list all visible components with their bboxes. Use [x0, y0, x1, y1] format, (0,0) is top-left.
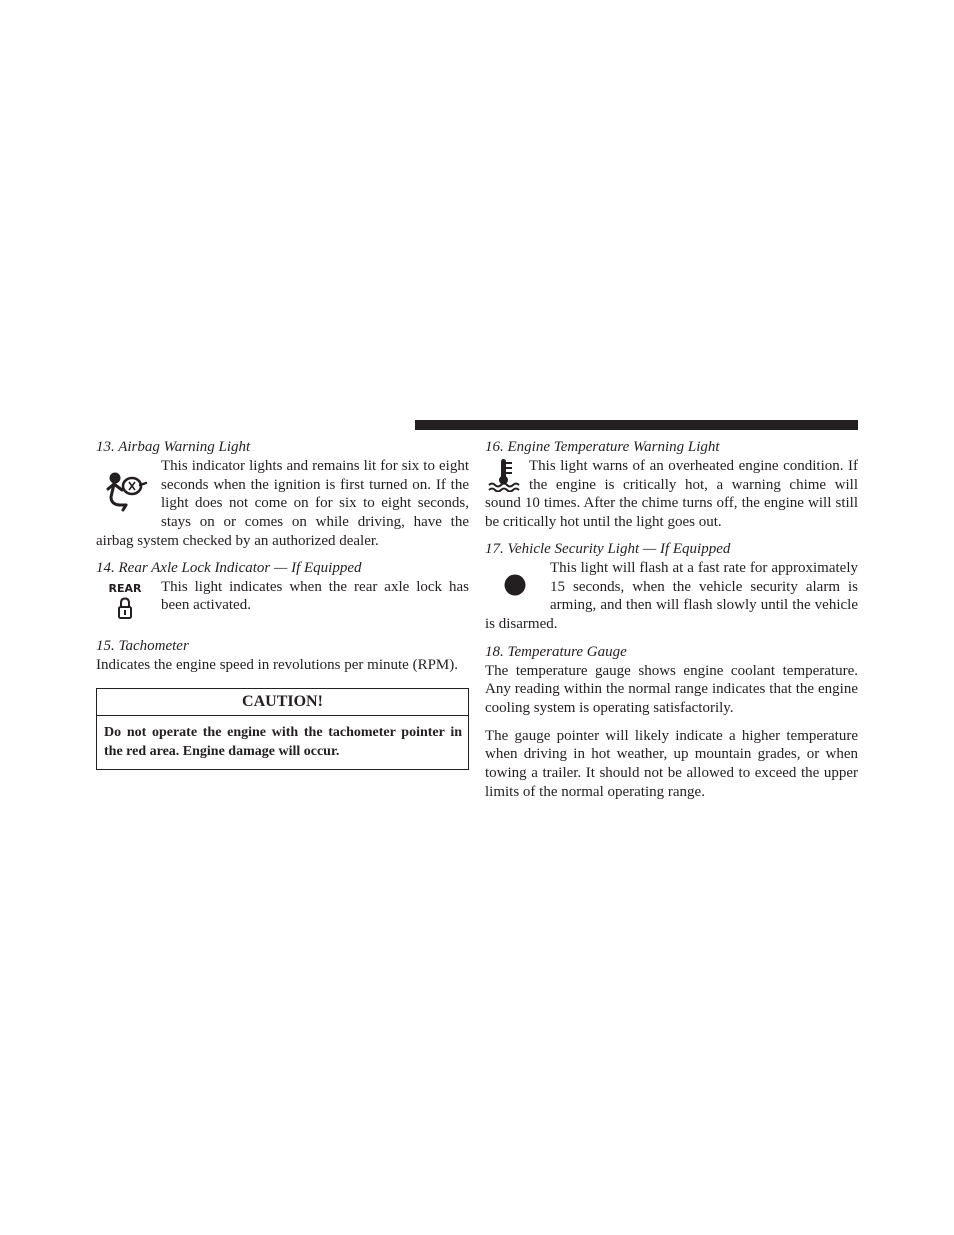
engine-temp-text: This light warns of an overheated engine condition. If the engine is critically hot, a warning chime will sound 10 times. After the chime turns off, the engine will still be critically hot until the light goes out. [485, 458, 858, 531]
security-heading: 17. Vehicle Security Light — If Equipped [485, 540, 731, 557]
left-column [96, 438, 469, 770]
right-column [485, 438, 858, 802]
security-section [485, 540, 858, 634]
rear-axle-text: This light indicates when the rear axle lock has been activated. [161, 578, 469, 614]
security-light-icon [485, 563, 545, 607]
engine-temperature-icon [485, 457, 523, 493]
airbag-text: This indicator lights and remains lit for six to eight seconds when the ignition is first turned on. If the light does not come on for six to eight seconds, stays on or comes on while driving, have the airbag system checked by an authorized dealer. [96, 458, 469, 549]
security-text: This light will flash at a fast rate for approximately 15 seconds, when the vehicle security alarm is arming, and then will flash slowly until the vehicle is disarmed. [485, 559, 858, 632]
section-header-bar [415, 420, 858, 430]
tachometer-heading: 15. Tachometer [96, 637, 189, 654]
airbag-section [96, 438, 469, 551]
engine-temp-heading: 16. Engine Temperature Warning Light [485, 439, 720, 455]
tachometer-section [96, 637, 469, 675]
temp-gauge-section [485, 643, 858, 802]
rear-axle-icon-label: REAR [108, 581, 142, 595]
temp-gauge-text-2: The gauge pointer will likely indicate a higher temperature when driving in hot weather, up mountain grades, or when towing a trailer. It should not be allowed to exceed the upper limits of the normal operating range. [485, 727, 858, 800]
tachometer-text: Indicates the engine speed in revolutions per minute (RPM). [96, 656, 458, 673]
rear-axle-lock-icon [96, 580, 154, 622]
caution-title: CAUTION! [97, 689, 468, 716]
rear-axle-heading: 14. Rear Axle Lock Indicator — If Equipped [96, 559, 362, 576]
caution-box [96, 688, 469, 770]
rear-axle-section [96, 559, 469, 622]
airbag-warning-icon [96, 461, 154, 517]
temp-gauge-text-1: The temperature gauge shows engine coolant temperature. Any reading within the normal range indicates that the engine cooling system is operating satisfactorily. [485, 662, 858, 717]
airbag-heading: 13. Airbag Warning Light [96, 439, 251, 455]
caution-text: Do not operate the engine with the tachometer pointer in the red area. Engine damage will occur. [104, 725, 462, 760]
engine-temp-section [485, 438, 858, 532]
temp-gauge-heading: 18. Temperature Gauge [485, 643, 627, 660]
